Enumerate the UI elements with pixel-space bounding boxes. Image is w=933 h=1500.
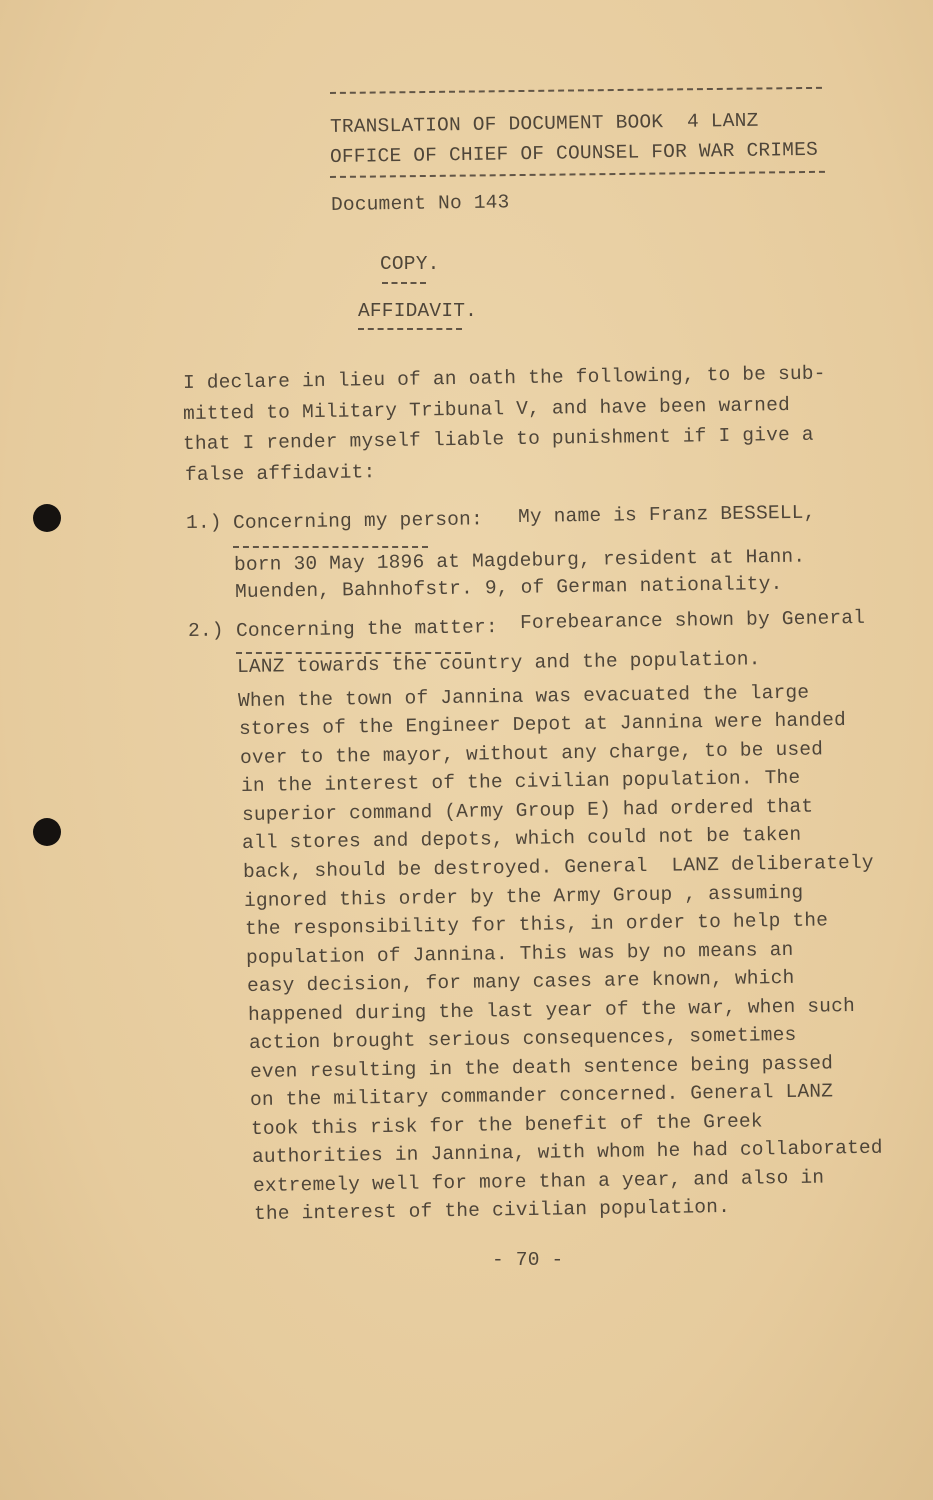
body-line: on the military commander concerned. General LANZ [249,1080,834,1111]
item2-number: 2.) [187,619,224,642]
punch-hole [33,504,61,532]
intro-line: that I render myself liable to punishment if I give a [182,423,814,455]
body-line: even resulting in the death sentence being passed [249,1052,834,1083]
punch-hole [33,818,61,846]
body-line: superior command (Army Group E) had ordered that [241,795,814,826]
item2-line: LANZ towards the country and the population. [236,648,761,678]
item1-number: 1.) [185,511,222,534]
item1-label-underline [233,546,428,548]
item2-label: Concerning the matter: [235,616,498,642]
body-line: took this risk for the benefit of the Greek [250,1110,763,1140]
intro-line: false affidavit: [184,461,376,486]
body-line: all stores and depots, which could not be taken [241,823,802,854]
body-line: population of Jannina. This was by no means an [245,938,794,969]
body-line: in the interest of the civilian population. The [240,766,801,797]
item1-line: Muenden, Bahnhofstr. 9, of German nationality. [234,572,783,603]
item1-line: born 30 May 1896 at Magdeburg, resident at Hann. [233,545,806,576]
header-title-line-1: TRANSLATION OF DOCUMENT BOOK 4 LANZ [329,109,759,138]
header-title-line-2: OFFICE OF CHIEF OF COUNSEL FOR WAR CRIMES [329,138,819,168]
item1-label: Concerning my person: [232,508,484,534]
page-number: - 70 - [492,1249,564,1271]
affidavit-underline [358,328,462,330]
body-line: extremely well for more than a year, and also in [252,1166,825,1197]
body-line: When the town of Jannina was evacuated the large [237,681,810,712]
header-rule-bottom [330,171,825,178]
copy-label: COPY. [380,253,440,275]
intro-line: mitted to Military Tribunal V, and have been warned [182,393,791,425]
document-number: Document No 143 [330,191,510,216]
body-line: easy decision, for many cases are known, which [246,966,795,997]
header-rule-top [330,87,822,94]
intro-line: I declare in lieu of an oath the following, to be sub- [182,362,826,394]
body-line: over to the mayor, without any charge, to be used [239,738,824,769]
body-line: stores of the Engineer Depot at Jannina were handed [238,708,847,740]
body-line: ignored this order by the Army Group , assuming [243,881,804,912]
body-line: the responsibility for this, in order to help the [244,909,829,940]
affidavit-heading: AFFIDAVIT. [358,300,478,322]
body-line: authorities in Jannina, with whom he had collaborated [251,1136,883,1168]
body-line: happened during the last year of the war, when such [247,994,856,1026]
item2-text: Forebearance shown by General [519,606,866,634]
copy-underline [382,282,426,284]
body-line: action brought serious consequences, sometimes [248,1023,797,1054]
body-line: back, should be destroyed. General LANZ deliberately [242,851,874,883]
item1-text: My name is Franz BESSELL, [517,501,816,528]
body-line: the interest of the civilian population. [253,1195,731,1225]
